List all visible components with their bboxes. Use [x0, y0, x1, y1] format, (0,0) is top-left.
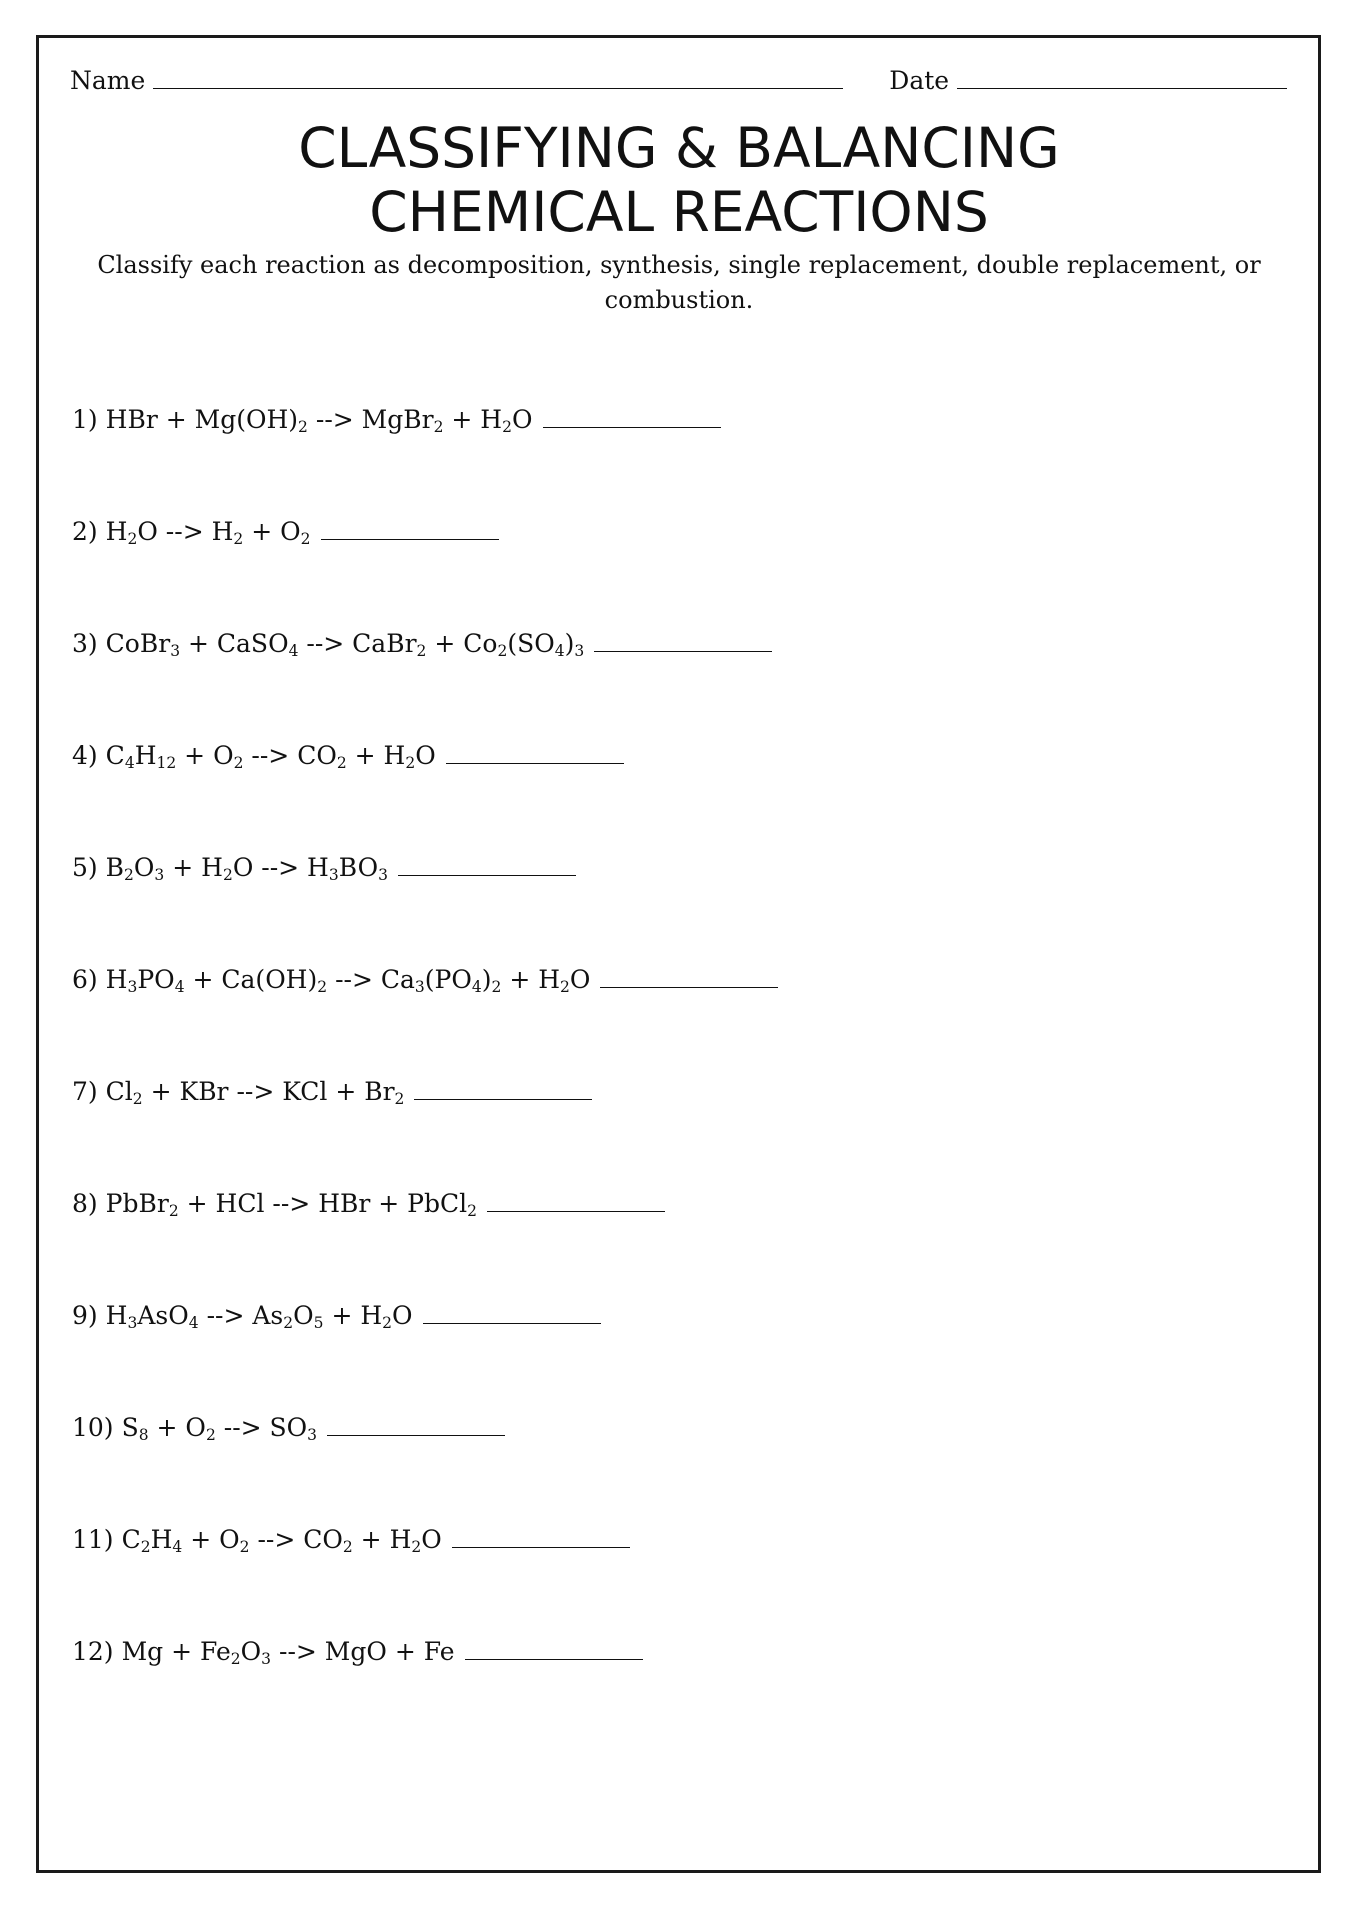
- answer-blank[interactable]: [452, 1527, 630, 1548]
- chemical-equation: PbBr$_2$ + HCl --> HBr + PbCl$_2$: [105, 1189, 477, 1220]
- worksheet-title: [0, 116, 1358, 244]
- instructions: Classify each reaction as decomposition, synthesis, single replacement, double replacement, or combustion.: [97, 251, 1261, 314]
- chemical-equation: $B_2O_3 + H_2O$ --> $H_3BO_3$: [105, 853, 388, 884]
- chemical-equation: $C_2H_4 + O_2$ --> $CO_2 + H_2O$: [121, 1525, 442, 1556]
- question-number: 5): [72, 853, 98, 882]
- answer-blank[interactable]: [327, 1415, 505, 1436]
- answer-blank[interactable]: [594, 631, 772, 652]
- date-field[interactable]: [957, 66, 1287, 89]
- question-item: [72, 624, 1272, 736]
- question-number: 6): [72, 965, 98, 994]
- question-number: 2): [72, 517, 98, 546]
- question-number: 1): [72, 405, 98, 434]
- chemical-equation: HBr + $Mg(OH)_2$ --> MgBr$_2$ + $H_2O$: [105, 405, 533, 436]
- question-item: [72, 512, 1272, 624]
- question-number: 10): [72, 1413, 114, 1442]
- answer-blank[interactable]: [321, 519, 499, 540]
- answer-blank[interactable]: [398, 855, 576, 876]
- question-item: [72, 1632, 1272, 1744]
- question-item: [72, 960, 1272, 1072]
- header-row: [70, 66, 1288, 100]
- chemical-equation: $H_2O$ --> $H_2 + O_2$: [105, 517, 311, 548]
- chemical-equation: $H_3AsO_4$ --> $As_2O_5 + H_2O$: [105, 1301, 413, 1332]
- chemical-equation: $Mg + Fe_2O_3$ --> MgO + Fe: [121, 1637, 455, 1668]
- question-number: 3): [72, 629, 98, 658]
- question-list: [72, 400, 1272, 1744]
- question-item: [72, 400, 1272, 512]
- question-item: [72, 1296, 1272, 1408]
- name-label: Name: [70, 66, 146, 95]
- question-number: 9): [72, 1301, 98, 1330]
- question-number: 4): [72, 741, 98, 770]
- question-number: 8): [72, 1189, 98, 1218]
- question-item: [72, 1408, 1272, 1520]
- question-number: 12): [72, 1637, 114, 1666]
- chemical-equation: $S_8 + O_2$ --> $SO_3$: [121, 1413, 318, 1444]
- question-item: [72, 736, 1272, 848]
- name-field[interactable]: [153, 66, 843, 89]
- chemical-equation: $H_3PO_4 + Ca(OH)_2$ --> $Ca_3(PO_4)_2 + H_2O$: [105, 965, 591, 996]
- question-number: 11): [72, 1525, 114, 1554]
- answer-blank[interactable]: [487, 1191, 665, 1212]
- question-item: [72, 1520, 1272, 1632]
- title-line-1: CLASSIFYING & BALANCING: [298, 116, 1060, 180]
- question-item: [72, 848, 1272, 960]
- answer-blank[interactable]: [423, 1303, 601, 1324]
- chemical-equation: $Cl_2$ + KBr --> KCl + $Br_2$: [105, 1077, 405, 1108]
- question-item: [72, 1072, 1272, 1184]
- answer-blank[interactable]: [446, 743, 624, 764]
- question-item: [72, 1184, 1272, 1296]
- question-number: 7): [72, 1077, 98, 1106]
- answer-blank[interactable]: [543, 407, 721, 428]
- title-line-2: CHEMICAL REACTIONS: [369, 180, 989, 244]
- answer-blank[interactable]: [414, 1079, 592, 1100]
- answer-blank[interactable]: [465, 1639, 643, 1660]
- answer-blank[interactable]: [600, 967, 778, 988]
- chemical-equation: $C_4H_{12} + O_2$ --> $CO_2 + H_2O$: [105, 741, 436, 772]
- date-label: Date: [889, 66, 950, 95]
- chemical-equation: CoBr$_3$ + CaSO$_4$ --> CaBr$_2$ + $Co_2(SO_4)_3$: [105, 629, 585, 660]
